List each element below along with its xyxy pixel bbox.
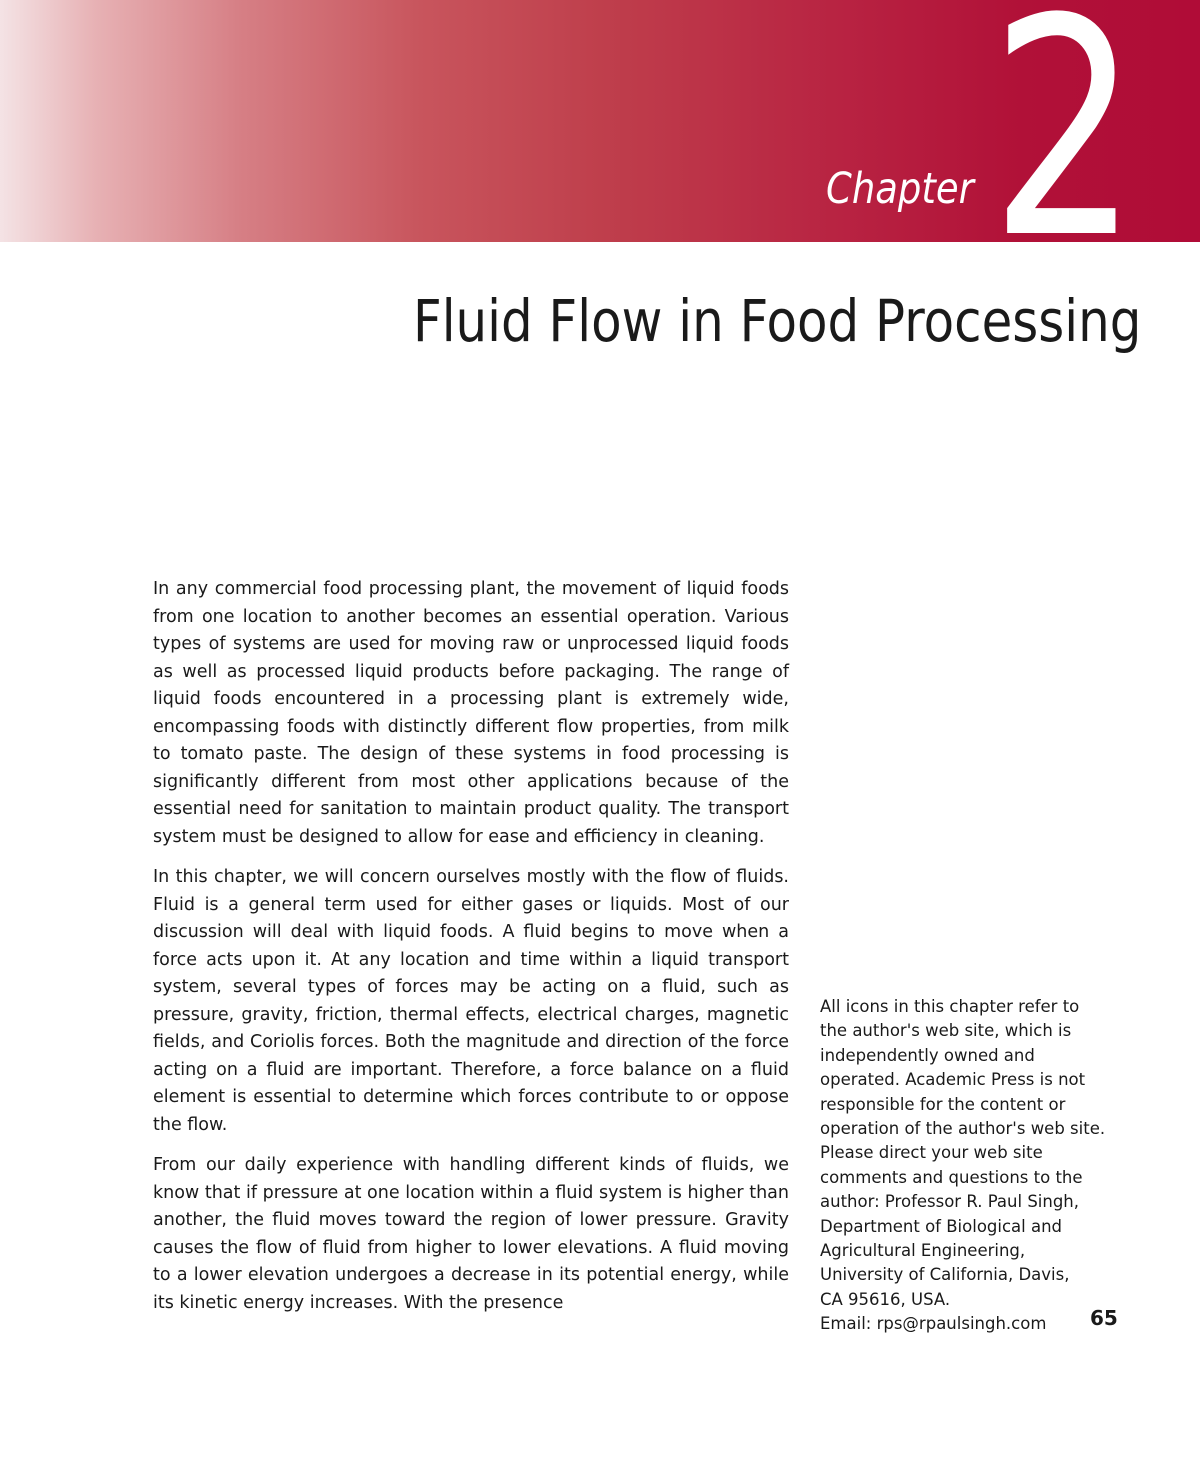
margin-note-line: Department of Biological and [820, 1216, 1063, 1236]
body-text [153, 576, 789, 1330]
margin-note-line: operation of the author's web site. [820, 1119, 1106, 1139]
paragraph-2: In this chapter, we will concern ourselves mostly with the flow of fluids. Fluid is a general term used for either gases or liquids. Most of our discussion will deal with liquid foods. A fluid begins to move when a force acts upon it. At any location and time within a liquid transport system, several types of forces may be acting on a fluid, such as pressure, gravity, friction, thermal effects, electrical charges, magnetic fields, and Coriolis forces. Both the magnitude and direction of the force acting on a fluid are important. Therefore, a force balance on a fluid element is essential to determine which forces contribute to or oppose the flow. [153, 867, 789, 1135]
margin-note-line: Please direct your web site [820, 1143, 1043, 1163]
margin-note-line: the author's web site, which is [820, 1021, 1072, 1041]
margin-note-line: University of California, Davis, [820, 1265, 1070, 1285]
chapter-label: Chapter [826, 164, 974, 214]
paragraph-3: From our daily experience with handling different kinds of fluids, we know that if pressure at one location within a fluid system is higher than another, the fluid moves toward the region of lower pressure. Gravity causes the flow of fluid from higher to lower elevations. A fluid moving to a lower elevation undergoes a decrease in its potential energy, while its kinetic energy increases. With the presence [153, 1155, 789, 1313]
margin-note-line: CA 95616, USA. [820, 1289, 951, 1309]
margin-note-line: comments and questions to the [820, 1167, 1083, 1187]
chapter-banner [0, 0, 1200, 304]
margin-note-line: independently owned and [820, 1045, 1035, 1065]
margin-note-line: responsible for the content or [820, 1094, 1066, 1114]
page-number: 65 [1090, 1306, 1118, 1330]
chapter-title: Fluid Flow in Food Processing [413, 287, 1142, 355]
margin-note-line: All icons in this chapter refer to [820, 997, 1080, 1016]
paragraph-1: In any commercial food processing plant, the movement of liquid foods from one location to another becomes an essential operation. Various types of systems are used for moving raw or unprocessed liquid foods as well as processed liquid products before packaging. The range of liquid foods encountered in a processing plant is extremely wide, encompassing foods with distinctly different flow properties, from milk to tomato paste. The design of these systems in food processing is significantly different from most other applications because of the essential need for sanitation to maintain product quality. The transport system must be designed to allow for ease and efficiency in cleaning. [153, 579, 789, 847]
margin-note-email[interactable]: Email: rps@rpaulsingh.com [820, 1314, 1047, 1334]
margin-note-line: operated. Academic Press is not [820, 1070, 1086, 1090]
margin-note-line: Agricultural Engineering, [820, 1241, 1026, 1261]
margin-note-line: author: Professor R. Paul Singh, [820, 1192, 1080, 1212]
chapter-number: 2 [990, 0, 1139, 304]
margin-note [820, 995, 1120, 1337]
